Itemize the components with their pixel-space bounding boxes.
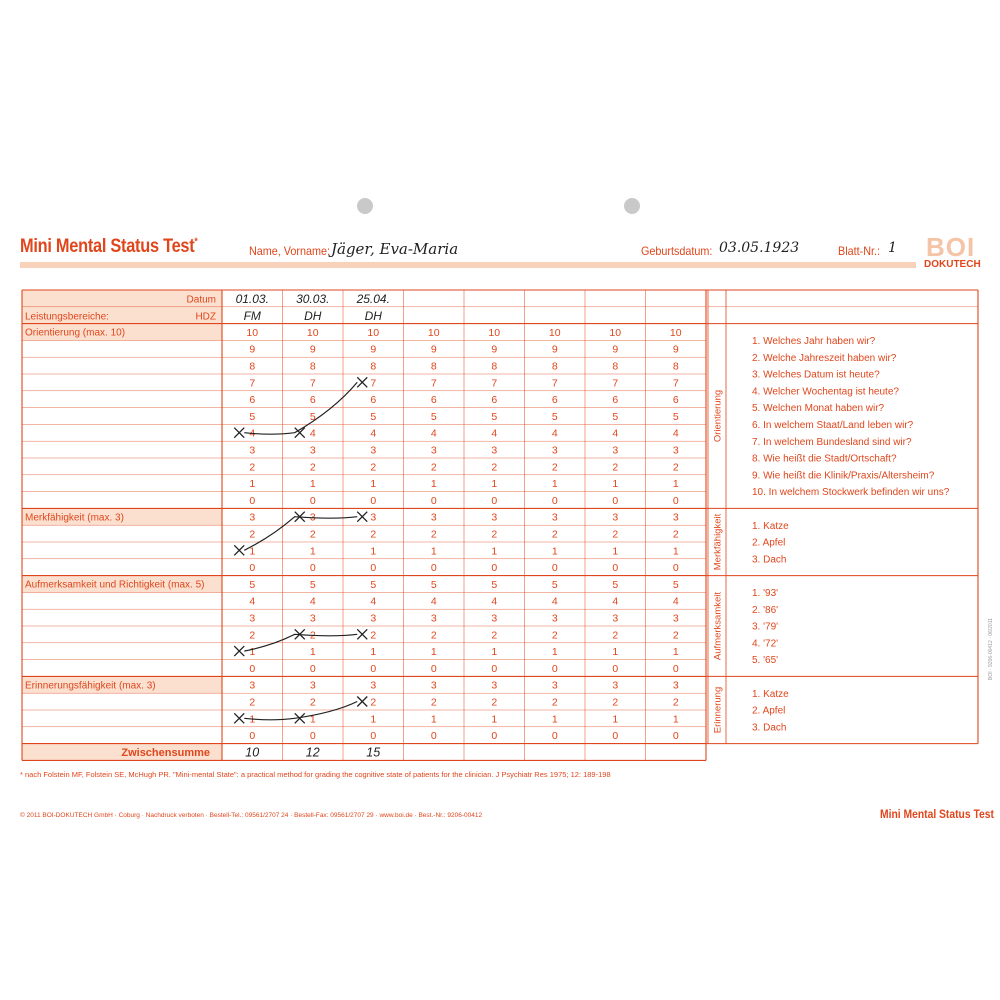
date-entry: 01.03.: [235, 292, 269, 306]
score-option: 1: [551, 713, 558, 726]
score-option: 0: [309, 562, 316, 575]
score-option: 2: [309, 629, 316, 642]
score-option: 1: [491, 478, 498, 491]
score-trend-line: [244, 517, 357, 551]
score-option: 1: [551, 545, 558, 558]
leistungsbereiche-label: Leistungsbereiche:: [25, 311, 109, 323]
score-option: 4: [430, 427, 437, 440]
question-item: 9. Wie heißt die Klinik/Praxis/Altersheim?: [752, 470, 935, 482]
score-option: 10: [669, 326, 682, 339]
score-option: 10: [306, 326, 319, 339]
score-option: 5: [491, 410, 498, 423]
score-mark: [234, 428, 244, 438]
score-option: 0: [309, 494, 316, 507]
score-option: 0: [491, 562, 498, 575]
score-option: 2: [612, 696, 619, 709]
score-option: 4: [370, 427, 377, 440]
score-option: 3: [249, 511, 256, 524]
score-option: 0: [672, 662, 679, 675]
score-option: 1: [309, 646, 316, 659]
score-mark: [357, 697, 367, 707]
score-option: 0: [370, 494, 377, 507]
side-section-label: Merkfähigkeit: [712, 513, 724, 571]
score-option: 1: [249, 478, 256, 491]
score-option: 1: [551, 646, 558, 659]
score-option: 3: [491, 511, 498, 524]
score-option: 1: [430, 478, 437, 491]
score-option: 2: [672, 696, 679, 709]
question-item: 1. '93': [752, 588, 779, 599]
score-option: 1: [430, 646, 437, 659]
score-option: 5: [309, 410, 316, 423]
score-option: 3: [491, 679, 498, 692]
score-option: 8: [370, 360, 377, 373]
score-option: 3: [309, 612, 316, 625]
score-option: 0: [430, 662, 437, 675]
score-option: 3: [430, 444, 437, 457]
score-option: 2: [309, 461, 316, 474]
score-option: 1: [672, 478, 679, 491]
score-option: 2: [672, 461, 679, 474]
score-option: 2: [430, 528, 437, 541]
score-option: 0: [249, 562, 256, 575]
score-option: 2: [249, 461, 256, 474]
score-option: 1: [430, 545, 437, 558]
score-option: 0: [672, 730, 679, 743]
score-option: 8: [491, 360, 498, 373]
score-option: 9: [672, 343, 679, 356]
score-option: 0: [370, 562, 377, 575]
score-option: 5: [672, 410, 679, 423]
side-section-label: Erinnerung: [712, 686, 724, 734]
score-option: 4: [370, 595, 377, 608]
score-option: 1: [309, 713, 316, 726]
score-option: 3: [612, 612, 619, 625]
score-option: 2: [430, 629, 437, 642]
score-option: 7: [612, 377, 619, 390]
zwischensumme-label: Zwischensumme: [121, 747, 210, 760]
score-option: 0: [430, 494, 437, 507]
section-label: Orientierung (max. 10): [25, 327, 126, 339]
score-option: 5: [551, 410, 558, 423]
score-option: 1: [612, 646, 619, 659]
score-option: 1: [491, 713, 498, 726]
score-option: 10: [246, 326, 259, 339]
score-option: 8: [612, 360, 619, 373]
score-option: 6: [672, 394, 679, 407]
score-option: 2: [249, 629, 256, 642]
sheet-number-value[interactable]: 1: [888, 240, 897, 256]
score-option: 3: [672, 612, 679, 625]
score-option: 1: [672, 646, 679, 659]
score-option: 2: [430, 696, 437, 709]
score-option: 5: [491, 578, 498, 591]
score-option: 4: [309, 595, 316, 608]
score-option: 3: [309, 679, 316, 692]
score-option: 4: [491, 595, 498, 608]
score-mark: [234, 713, 244, 723]
date-entry: 30.03.: [296, 292, 330, 306]
hdz-label: HDZ: [195, 311, 216, 323]
question-item: 2. Apfel: [752, 537, 786, 549]
name-label: Name, Vorname:: [249, 244, 331, 258]
score-option: 0: [309, 730, 316, 743]
score-option: 4: [430, 595, 437, 608]
score-option: 3: [370, 444, 377, 457]
question-item: 1. Katze: [752, 688, 789, 700]
score-option: 2: [370, 461, 377, 474]
subtotal-value: 12: [305, 745, 320, 760]
score-option: 2: [612, 629, 619, 642]
question-item: 2. Welche Jahreszeit haben wir?: [752, 352, 897, 364]
score-option: 3: [370, 612, 377, 625]
score-option: 1: [309, 478, 316, 491]
score-option: 9: [491, 343, 498, 356]
score-option: 5: [370, 578, 377, 591]
score-option: 0: [612, 662, 619, 675]
score-option: 4: [491, 427, 498, 440]
score-option: 0: [672, 562, 679, 575]
score-option: 3: [612, 511, 619, 524]
score-option: 1: [370, 646, 377, 659]
score-option: 5: [672, 578, 679, 591]
score-option: 6: [551, 394, 558, 407]
score-option: 3: [551, 679, 558, 692]
question-item: 2. Apfel: [752, 705, 786, 717]
score-option: 5: [430, 410, 437, 423]
score-option: 6: [612, 394, 619, 407]
score-option: 6: [491, 394, 498, 407]
score-option: 1: [672, 545, 679, 558]
score-option: 3: [430, 612, 437, 625]
score-option: 3: [672, 511, 679, 524]
score-option: 1: [249, 713, 256, 726]
question-item: 4. '72': [752, 638, 779, 650]
score-option: 4: [249, 595, 256, 608]
score-option: 5: [309, 578, 316, 591]
side-code: BOI · 9206-00412 · 06/2011: [988, 618, 994, 680]
question-item: 1. Katze: [752, 520, 789, 532]
score-option: 0: [491, 494, 498, 507]
score-option: 0: [612, 562, 619, 575]
question-item: 5. '65': [752, 655, 779, 667]
score-option: 4: [612, 427, 619, 440]
score-option: 7: [430, 377, 437, 390]
score-option: 6: [370, 394, 377, 407]
score-option: 7: [672, 377, 679, 390]
score-option: 2: [430, 461, 437, 474]
score-option: 1: [672, 713, 679, 726]
score-option: 5: [612, 578, 619, 591]
score-option: 7: [309, 377, 316, 390]
score-option: 3: [551, 444, 558, 457]
score-option: 2: [491, 696, 498, 709]
score-option: 7: [370, 377, 377, 390]
score-option: 3: [430, 679, 437, 692]
score-option: 2: [249, 696, 256, 709]
score-option: 3: [309, 444, 316, 457]
question-item: 3. Dach: [752, 722, 787, 734]
score-option: 5: [551, 578, 558, 591]
score-option: 1: [612, 478, 619, 491]
score-option: 0: [672, 494, 679, 507]
score-option: 0: [309, 662, 316, 675]
score-option: 2: [491, 629, 498, 642]
score-option: 3: [612, 679, 619, 692]
section-label: Erinnerungsfähigkeit (max. 3): [25, 680, 156, 692]
score-option: 0: [370, 730, 377, 743]
score-option: 2: [370, 629, 377, 642]
score-option: 8: [309, 360, 316, 373]
dokutech-logo-text: DOKUTECH: [924, 259, 981, 270]
score-option: 1: [370, 545, 377, 558]
side-section-label: Orientierung: [712, 389, 724, 443]
form-title: Mini Mental Status Test*: [20, 236, 198, 257]
score-mark: [357, 629, 367, 639]
score-option: 9: [309, 343, 316, 356]
score-option: 5: [612, 410, 619, 423]
score-option: 0: [491, 730, 498, 743]
subtotal-value: 10: [245, 745, 260, 760]
score-option: 0: [612, 494, 619, 507]
score-option: 2: [551, 629, 558, 642]
question-item: 4. Welcher Wochentag ist heute?: [752, 386, 899, 398]
score-option: 3: [612, 444, 619, 457]
score-option: 3: [491, 444, 498, 457]
score-option: 10: [609, 326, 622, 339]
subtotal-value: 15: [366, 745, 381, 760]
question-item: 3. '79': [752, 621, 779, 633]
score-option: 6: [430, 394, 437, 407]
question-item: 2. '86': [752, 604, 779, 616]
score-option: 3: [309, 511, 316, 524]
name-value[interactable]: Jäger, Eva-Maria: [331, 240, 459, 258]
score-option: 7: [551, 377, 558, 390]
birthdate-value[interactable]: 03.05.1923: [719, 240, 800, 256]
question-item: 8. Wie heißt die Stadt/Ortschaft?: [752, 453, 897, 465]
datum-label: Datum: [186, 294, 216, 306]
score-option: 6: [249, 394, 256, 407]
score-option: 6: [309, 394, 316, 407]
boi-logo: BOI: [926, 232, 976, 262]
score-option: 0: [249, 730, 256, 743]
score-option: 9: [430, 343, 437, 356]
footer-copyright: © 2011 BOI-DOKUTECH GmbH · Coburg · Nachdruck verboten · Bestell-Tel.: 09561/2707 24 · Bestell-Fax: 09561/2707 29 · www.boi.de · Best.-Nr.: 9206-00412: [20, 812, 483, 819]
footer-title: Mini Mental Status Test: [880, 807, 994, 821]
score-option: 3: [249, 679, 256, 692]
score-option: 3: [491, 612, 498, 625]
score-option: 2: [249, 528, 256, 541]
score-option: 2: [309, 696, 316, 709]
score-option: 1: [370, 713, 377, 726]
score-trend-line: [244, 382, 357, 434]
score-option: 0: [430, 730, 437, 743]
score-option: 10: [427, 326, 440, 339]
section-label: Aufmerksamkeit und Richtigkeit (max. 5): [25, 579, 205, 591]
question-item: 5. Welchen Monat haben wir?: [752, 403, 885, 415]
score-option: 9: [249, 343, 256, 356]
score-option: 10: [548, 326, 561, 339]
date-entry: 25.04.: [356, 292, 390, 306]
score-option: 5: [249, 410, 256, 423]
score-option: 3: [249, 612, 256, 625]
score-option: 0: [551, 730, 558, 743]
score-option: 9: [551, 343, 558, 356]
question-item: 10. In welchem Stockwerk befinden wir uns?: [752, 487, 950, 499]
birthdate-label: Geburtsdatum:: [641, 244, 713, 258]
score-option: 2: [370, 696, 377, 709]
score-option: 2: [491, 528, 498, 541]
question-item: 3. Dach: [752, 554, 787, 566]
score-option: 1: [612, 545, 619, 558]
score-option: 4: [672, 427, 679, 440]
score-option: 3: [249, 444, 256, 457]
score-option: 1: [491, 646, 498, 659]
score-option: 0: [551, 662, 558, 675]
score-option: 4: [612, 595, 619, 608]
sheet-number-label: Blatt-Nr.:: [838, 244, 881, 258]
score-mark: [234, 545, 244, 555]
score-option: 7: [491, 377, 498, 390]
score-option: 0: [491, 662, 498, 675]
question-item: 6. In welchem Staat/Land leben wir?: [752, 420, 914, 431]
score-option: 4: [309, 427, 316, 440]
score-option: 1: [430, 713, 437, 726]
score-option: 2: [551, 461, 558, 474]
score-mark: [357, 377, 367, 387]
score-option: 7: [249, 377, 256, 390]
question-item: 3. Welches Datum ist heute?: [752, 369, 880, 381]
score-option: 0: [249, 662, 256, 675]
score-option: 2: [370, 528, 377, 541]
score-option: 2: [612, 528, 619, 541]
score-option: 9: [612, 343, 619, 356]
score-option: 1: [551, 478, 558, 491]
score-option: 5: [430, 578, 437, 591]
score-option: 0: [249, 494, 256, 507]
score-trend-line: [244, 702, 357, 720]
score-option: 4: [551, 427, 558, 440]
score-option: 8: [430, 360, 437, 373]
score-option: 3: [672, 679, 679, 692]
score-option: 3: [551, 511, 558, 524]
score-option: 0: [551, 562, 558, 575]
score-option: 1: [309, 545, 316, 558]
score-option: 8: [672, 360, 679, 373]
score-option: 2: [672, 528, 679, 541]
score-option: 2: [612, 461, 619, 474]
score-option: 5: [249, 578, 256, 591]
initials-entry: DH: [304, 308, 322, 323]
score-option: 3: [370, 511, 377, 524]
score-option: 0: [612, 730, 619, 743]
score-mark: [234, 646, 244, 656]
score-option: 0: [370, 662, 377, 675]
footnote: * nach Folstein MF, Folstein SE, McHugh PR. "Mini-mental State": a practical method for grading the cognitive state of patients for the clinician. J Psychiatr Res 1975; 12: 189-198: [20, 770, 611, 779]
score-option: 3: [672, 444, 679, 457]
question-item: 1. Welches Jahr haben wir?: [752, 336, 876, 347]
score-option: 1: [370, 478, 377, 491]
initials-entry: FM: [243, 308, 261, 323]
score-mark: [357, 512, 367, 522]
score-option: 8: [249, 360, 256, 373]
side-section-label: Aufmerksamkeit: [712, 591, 724, 661]
score-option: 2: [491, 461, 498, 474]
score-option: 1: [249, 646, 256, 659]
score-option: 4: [551, 595, 558, 608]
score-option: 8: [551, 360, 558, 373]
score-option: 2: [309, 528, 316, 541]
score-option: 5: [370, 410, 377, 423]
initials-entry: DH: [364, 308, 382, 323]
score-option: 10: [488, 326, 501, 339]
score-option: 1: [612, 713, 619, 726]
score-option: 3: [370, 679, 377, 692]
score-option: 2: [672, 629, 679, 642]
score-option: 3: [551, 612, 558, 625]
question-item: 7. In welchem Bundesland sind wir?: [752, 436, 912, 448]
score-option: 3: [430, 511, 437, 524]
score-option: 1: [249, 545, 256, 558]
score-option: 10: [367, 326, 380, 339]
score-option: 0: [430, 562, 437, 575]
score-option: 2: [551, 696, 558, 709]
section-label: Merkfähigkeit (max. 3): [25, 512, 124, 524]
score-option: 1: [491, 545, 498, 558]
score-option: 9: [370, 343, 377, 356]
score-option: 0: [551, 494, 558, 507]
score-option: 2: [551, 528, 558, 541]
score-option: 4: [672, 595, 679, 608]
score-option: 4: [249, 427, 256, 440]
